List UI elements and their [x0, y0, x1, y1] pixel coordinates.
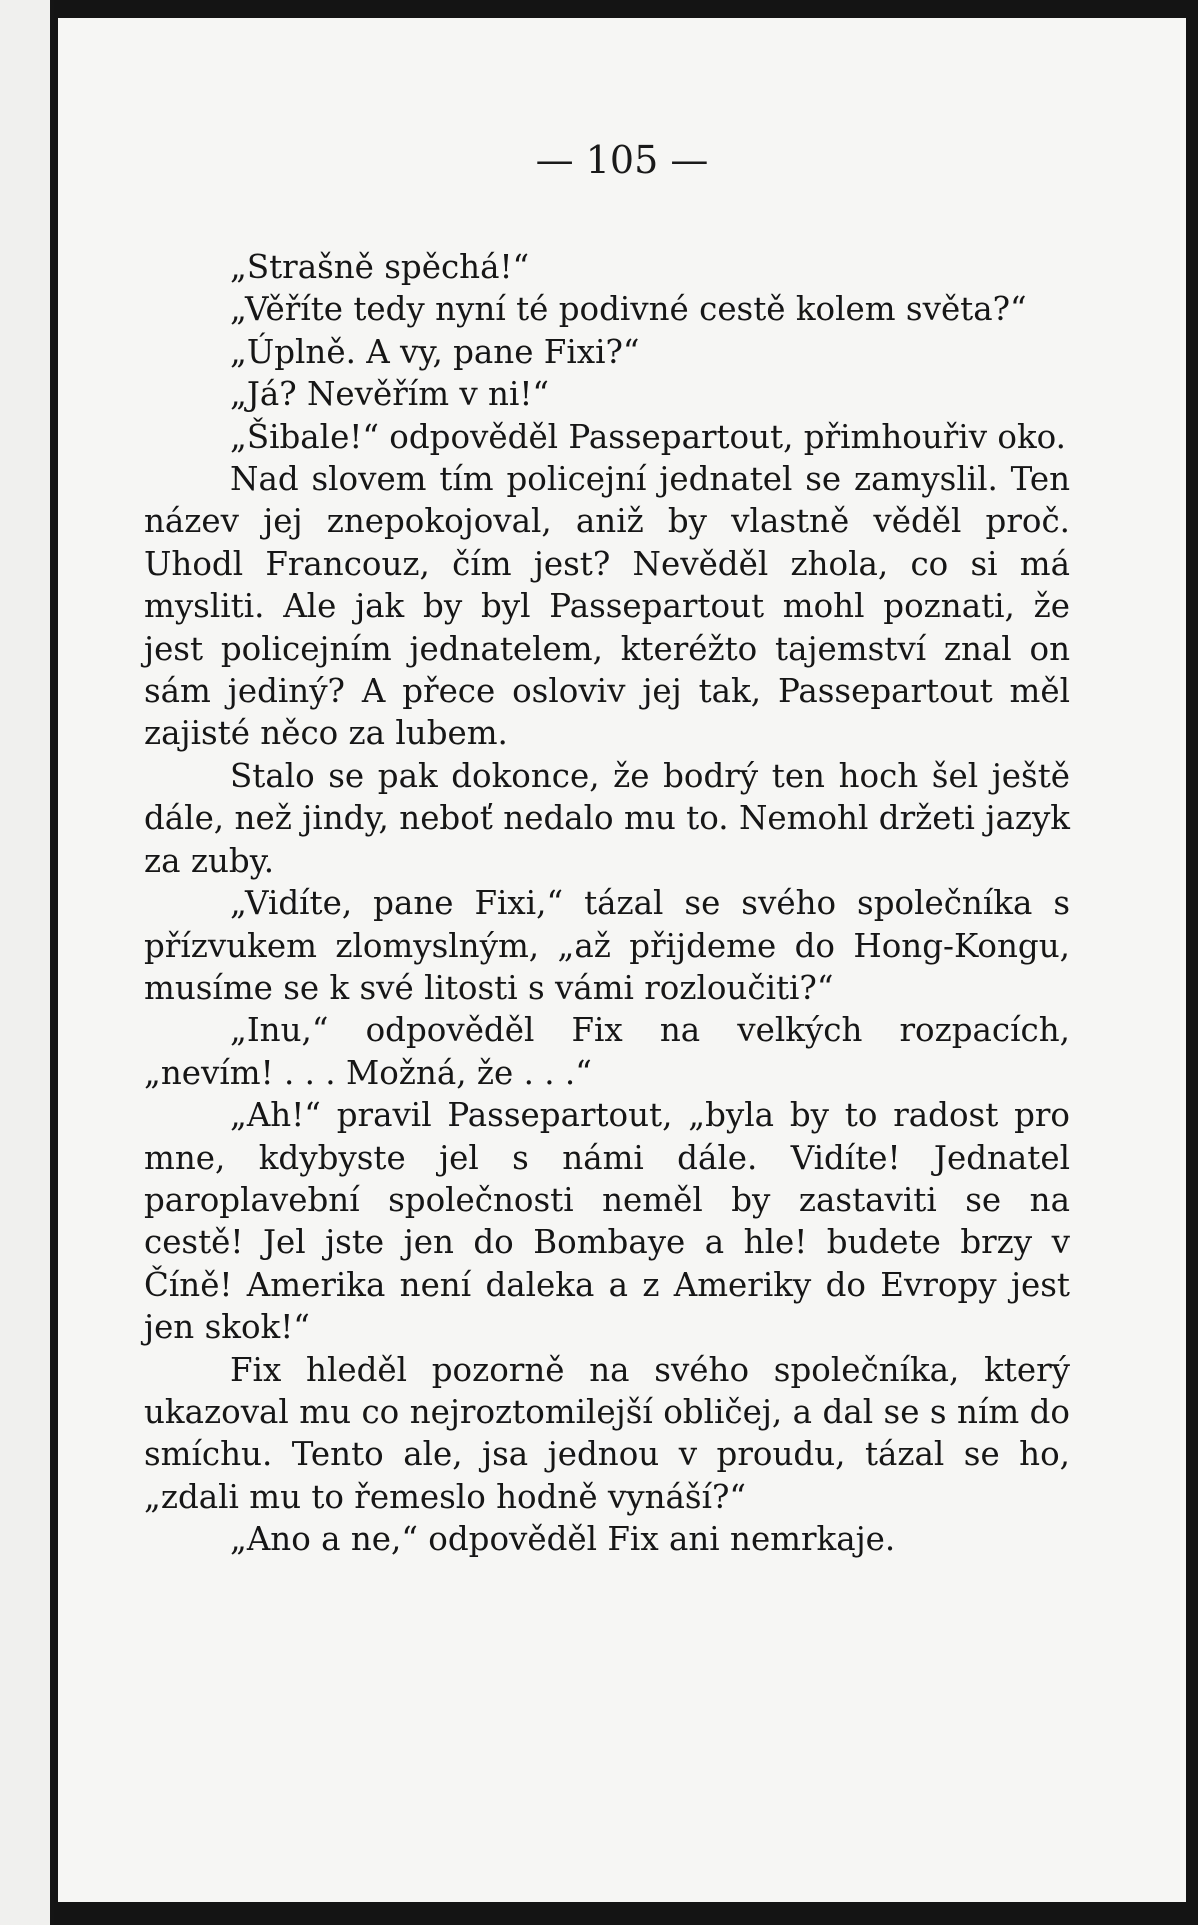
paragraph: Nad slovem tím policejní jednatel se zamyslil. Ten název jej znepokojoval, aniž by vlastně věděl proč. Uhodl Francouz, čím jest? Nevěděl zhola, co si má mysliti. Ale jak by byl Passepartout mohl poznati, že jest policejním jednatelem, kteréžto tajemství znal on sám jediný? A přece osloviv jej tak, Passepartout měl zajisté něco za lubem.	[144, 460, 1070, 753]
paragraph: „Věříte tedy nyní té podivné cestě kolem světa?“	[230, 290, 1027, 329]
paragraph: „Strašně spěchá!“	[230, 248, 530, 286]
paragraph: „Ah!“ pravil Passepartout, „byla by to radost pro mne, kdybyste jel s námi dále. Vidíte! Jednatel paroplavební společnosti neměl by zastaviti se na cestě! Jel jste jen do Bombaye a hle! budete brzy v Číně! Amerika není daleka a z Ameriky do Evropy jest jen skok!“	[144, 1096, 1070, 1347]
paragraph: „Ano a ne,“ odpověděl Fix ani nemrkaje.	[230, 1520, 896, 1559]
book-page	[58, 18, 1186, 1902]
paragraph: „Šibale!“ odpověděl Passepartout, přimhouřiv oko.	[230, 417, 1066, 456]
adjacent-page-edge	[0, 0, 54, 1925]
paragraph: „Inu,“ odpověděl Fix na velkých rozpacích, „nevím! . . . Možná, že . . .“	[144, 1011, 1070, 1092]
paragraph: Stalo se pak dokonce, že bodrý ten hoch šel ještě dále, než jindy, neboť nedalo mu to. Nemohl držeti jazyk za zuby.	[144, 756, 1070, 880]
paragraph: Fix hleděl pozorně na svého společníka, který ukazoval mu co nejroztomilejší obličej, a dal se s ním do smíchu. Tento ale, jsa jednou v proudu, tázal se ho, „zdali mu to řemeslo hodně vynáší?“	[144, 1350, 1070, 1516]
paragraph: „Vidíte, pane Fixi,“ tázal se svého společníka s přízvukem zlomyslným, „až přijdeme do Hong-Kongu, musíme se k své litosti s vámi rozloučiti?“	[144, 884, 1070, 1007]
page-number: — 105 —	[535, 138, 709, 182]
paragraph: „Úplně. A vy, pane Fixi?“	[230, 332, 640, 371]
body-text	[144, 246, 1070, 1561]
paragraph: „Já? Nevěřím v ni!“	[230, 375, 550, 414]
